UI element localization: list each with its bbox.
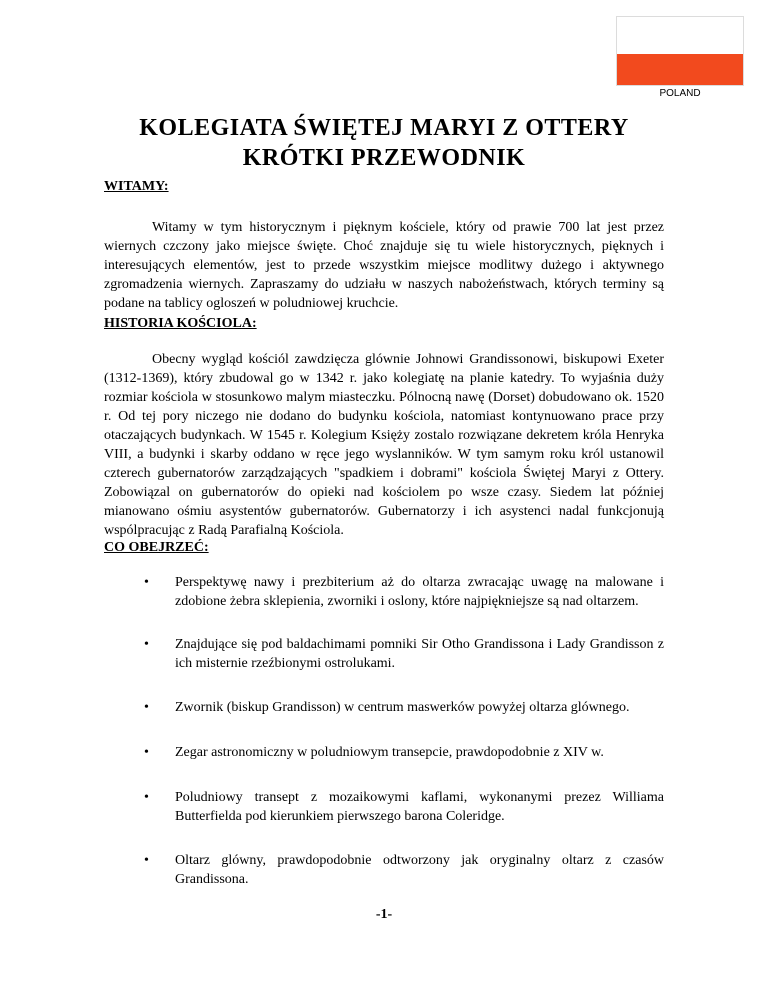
title-line-1: KOLEGIATA ŚWIĘTEJ MARYI Z OTTERY	[139, 115, 629, 141]
poland-flag-icon	[616, 16, 744, 86]
list-item-text: Perspektywę nawy i prezbiterium aż do oltarza zwracając uwagę na malowane i zdobione żebra sklepienia, zworniki i oslony, które najpiękniejsze są nad oltarzem.	[175, 575, 664, 609]
see-heading: CO OBEJRZEĆ:	[104, 540, 209, 555]
bullet-icon: •	[144, 745, 149, 760]
flag-white-band	[617, 17, 743, 54]
list-item-text: Znajdujące się pod baldachimami pomniki Sir Otho Grandissona i Lady Grandisson z ich misternie rzeźbionymi ostrolukami.	[175, 637, 664, 671]
bullet-icon: •	[144, 853, 149, 868]
list-item-text: Poludniowy transept z mozaikowymi kaflami, wykonanymi prezez Williama Butterfielda pod kierunkiem pierwszego barona Coleridge.	[175, 790, 664, 824]
history-heading: HISTORIA KOŚCIOLA:	[104, 316, 257, 331]
list-item	[104, 573, 664, 611]
list-item-text: Oltarz glówny, prawdopodobnie odtworzony jak oryginalny oltarz z czasów Grandissona.	[175, 853, 664, 887]
list-item	[104, 851, 664, 889]
page-number: -1-	[375, 907, 393, 922]
flag-red-band	[617, 54, 743, 86]
bullet-icon: •	[144, 575, 149, 590]
list-item	[104, 698, 664, 717]
history-paragraph: Obecny wygląd kościól zawdzięcza glównie Johnowi Grandissonowi, biskupowi Exeter (1312-1369), który zbudowal go w 1342 r. jako kolegiatę na planie katedry. To wyjaśnia duży rozmiar kościola w stosunkowo malym miasteczku. Pólnocną nawę (Dorset) dobudowano ok. 1520 r. Od tej pory niczego nie dodano do budynku kościola, natomiast kontynuowano prace przy otaczających budynkach. W 1545 r. Kolegium Księży zostalo rozwiązane dekretem króla Henryka VIII, a budynki i skarby oddano w ręce jego wyslanników. W tym samym roku król ustanowil czterech gubernatorów zarządzających "spadkiem i dobrami" kościola Świętej Maryi z Ottery. Zobowiązal on gubernatorów do opieki nad kościolem po wsze czasy. Siedem lat później mianowano ośmiu asystentów gubernatorów. Gubernatorzy i ich asystenci nadal funkcjonują wspólpracując z Radą Parafialną Kościola.	[104, 352, 664, 538]
document-title	[104, 113, 664, 173]
list-item-text: Zwornik (biskup Grandisson) w centrum maswerków powyżej oltarza glównego.	[175, 700, 630, 715]
welcome-paragraph: Witamy w tym historycznym i pięknym kościele, który od prawie 700 lat jest przez wiernych czczony jako miejsce święte. Choć znajduje się tu wiele historycznych, pięknych i interesujących elementów, jest to przede wszystkim miejsce modlitwy dużego i aktywnego zgromadzenia wiernych. Zapraszamy do udziału w naszych nabożeństwach, których terminy są podane na tablicy ogloszeń w poludniowej kruchcie.	[104, 220, 664, 311]
see-list	[104, 573, 664, 889]
list-item	[104, 635, 664, 673]
welcome-heading: WITAMY:	[104, 179, 169, 194]
bullet-icon: •	[144, 790, 149, 805]
flag-label: POLAND	[659, 88, 701, 99]
title-line-2: KRÓTKI PRZEWODNIK	[242, 145, 526, 171]
list-item	[104, 788, 664, 826]
bullet-icon: •	[144, 637, 149, 652]
list-item-text: Zegar astronomiczny w poludniowym transepcie, prawdopodobnie z XIV w.	[175, 745, 604, 760]
list-item	[104, 743, 664, 762]
bullet-icon: •	[144, 700, 149, 715]
